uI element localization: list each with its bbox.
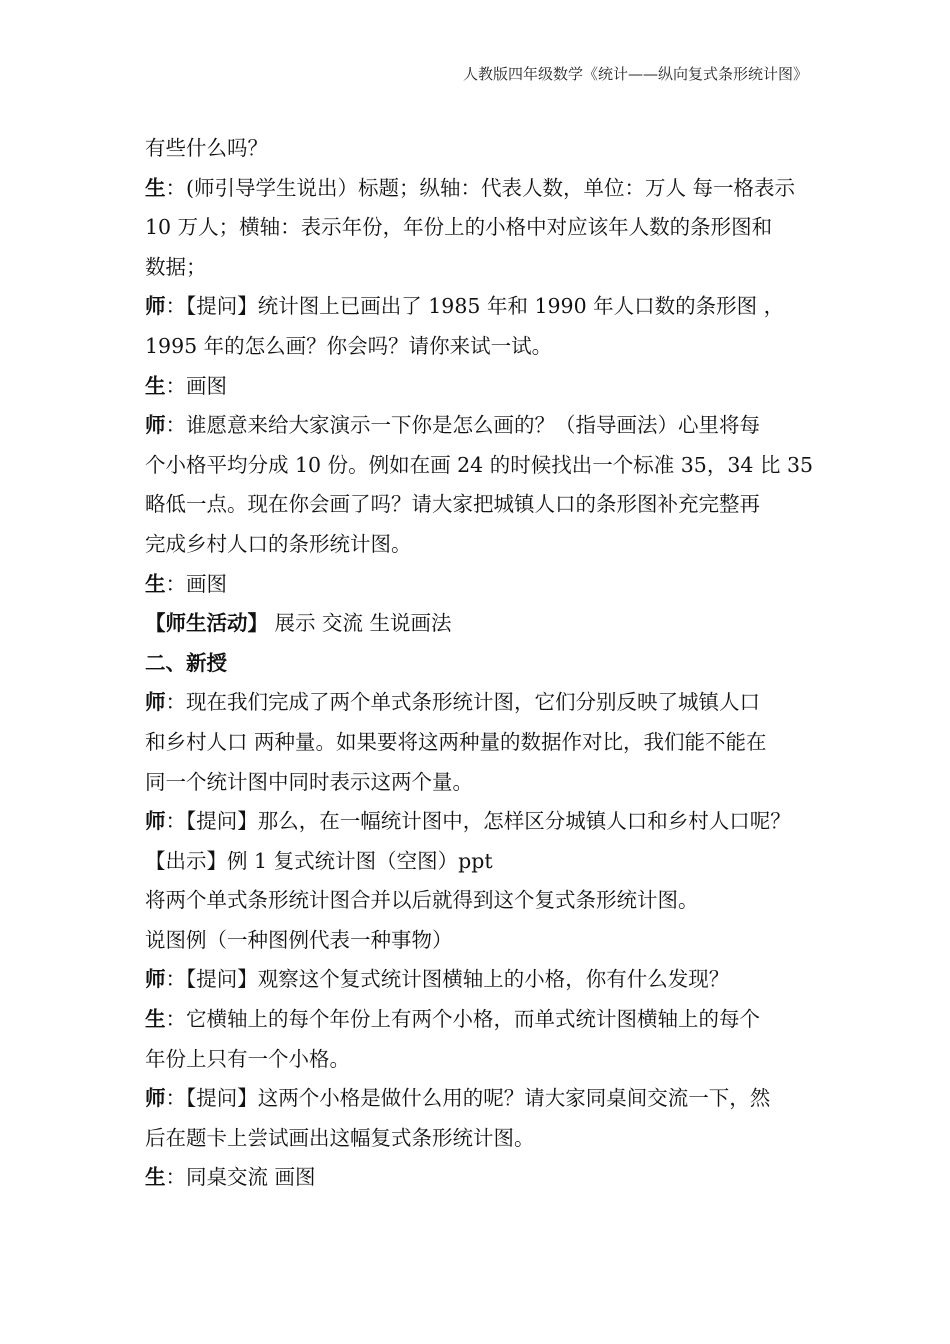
speaker-label: 生	[145, 175, 166, 200]
speaker-label: 生	[145, 1007, 166, 1032]
text-line	[145, 327, 825, 367]
line-text: ：它横轴上的每个年份上有两个小格，而单式统计图横轴上的每个	[165, 1007, 760, 1032]
activity-label: 【师生活动】	[145, 611, 268, 636]
speaker-label: 师	[145, 413, 166, 438]
text-line	[145, 406, 825, 446]
line-text: ：同桌交流 画图	[165, 1165, 316, 1190]
line-text: ：【提问】观察这个复式统计图横轴上的小格，你有什么发现？	[165, 967, 730, 992]
text-line	[145, 842, 825, 882]
line-text: 同一个统计图中同时表示这两个量。	[145, 769, 473, 794]
text-line	[145, 208, 825, 248]
line-text: ：【提问】那么，在一幅统计图中，怎样区分城镇人口和乡村人口呢？	[165, 809, 791, 834]
line-text: 年份上只有一个小格。	[145, 1046, 350, 1071]
line-text: ：(师引导学生说出）标题；纵轴：代表人数，单位：万人 每一格表示	[165, 175, 796, 200]
speaker-label: 师	[145, 809, 166, 834]
text-line	[145, 1040, 825, 1080]
line-text: 展示 交流 生说画法	[268, 611, 452, 636]
speaker-label: 师	[145, 294, 166, 319]
text-line	[145, 1079, 825, 1119]
text-line	[145, 367, 825, 407]
text-line	[145, 525, 825, 565]
line-text: ：【提问】这两个小格是做什么用的呢？请大家同桌间交流一下，然	[165, 1086, 771, 1111]
line-text: 【出示】例 1 复式统计图（空图）ppt	[145, 848, 493, 873]
text-line	[145, 169, 825, 209]
speaker-label: 师	[145, 967, 166, 992]
text-line	[145, 565, 825, 605]
section-heading	[145, 644, 825, 684]
speaker-label: 师	[145, 1086, 166, 1111]
line-text: 个小格平均分成 10 份。例如在画 24 的时候找出一个标准 35，34 比 35	[145, 452, 814, 477]
text-line	[145, 1158, 825, 1198]
line-text: 有些什么吗？	[145, 136, 268, 160]
page-header: 人教版四年级数学《统计——纵向复式条形统计图》	[462, 65, 808, 83]
text-line	[145, 446, 825, 486]
line-text: ：谁愿意来给大家演示一下你是怎么画的？（指导画法）心里将每	[165, 413, 760, 438]
line-text: ：画图	[165, 571, 227, 596]
document-body	[145, 129, 825, 1198]
section-title: 二、新授	[145, 650, 227, 675]
text-line	[145, 1119, 825, 1159]
line-text: ：画图	[165, 373, 227, 398]
text-line	[145, 723, 825, 763]
text-line	[145, 802, 825, 842]
text-line	[145, 763, 825, 803]
text-line	[145, 960, 825, 1000]
line-text: 数据；	[145, 254, 207, 279]
line-text: ：【提问】统计图上已画出了 1985 年和 1990 年人口数的条形图 ，	[165, 294, 785, 319]
line-text: 1995 年的怎么画？你会吗？请你来试一试。	[145, 333, 553, 358]
speaker-label: 生	[145, 1165, 166, 1190]
text-line	[145, 248, 825, 288]
activity-line	[145, 604, 825, 644]
speaker-label: 师	[145, 690, 166, 715]
line-text: 将两个单式条形统计图合并以后就得到这个复式条形统计图。	[145, 888, 699, 913]
speaker-label: 生	[145, 373, 166, 398]
text-line	[145, 1000, 825, 1040]
line-text: 后在题卡上尝试画出这幅复式条形统计图。	[145, 1125, 535, 1150]
text-line	[145, 683, 825, 723]
text-line	[145, 485, 825, 525]
line-text: ：现在我们完成了两个单式条形统计图，它们分别反映了城镇人口	[165, 690, 760, 715]
line-text: 和乡村人口 两种量。如果要将这两种量的数据作对比，我们能不能在	[145, 729, 767, 754]
line-text: 10 万人；横轴：表示年份，年份上的小格中对应该年人数的条形图和	[145, 215, 773, 240]
line-text: 说图例（一种图例代表一种事物）	[145, 927, 453, 952]
text-line	[145, 921, 825, 961]
line-text: 略低一点。现在你会画了吗？请大家把城镇人口的条形图补充完整再	[145, 492, 760, 517]
text-line	[145, 881, 825, 921]
line-text: 完成乡村人口的条形统计图。	[145, 531, 412, 556]
speaker-label: 生	[145, 571, 166, 596]
text-line	[145, 287, 825, 327]
text-line	[145, 129, 825, 169]
